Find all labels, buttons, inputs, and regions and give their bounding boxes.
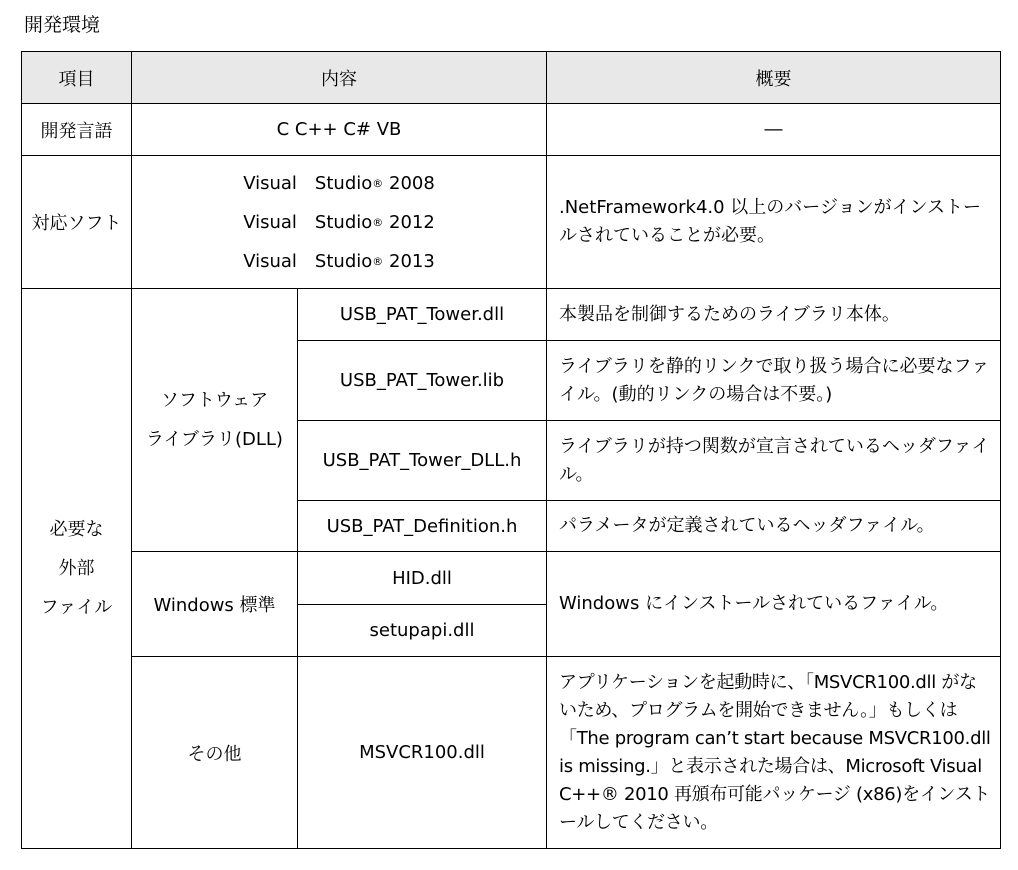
external-item: 必要な 外部 ファイル [22,289,132,849]
row-other [22,657,1001,849]
file-summary: ライブラリが持つ関数が宣言されているヘッダファイル。 [547,421,1001,501]
row-dll-1 [22,289,1001,341]
dev-lang-item: 開発言語 [22,104,132,156]
document-title: 開発環境 [24,14,101,36]
dll-group-label: ソフトウェア ライブラリ(DLL) [132,289,298,552]
file-name: HID.dll [298,552,547,605]
row-windows-1 [22,552,1001,605]
file-summary: パラメータが定義されているヘッダファイル。 [547,501,1001,552]
header-summary: 概要 [547,52,1001,104]
environment-table [21,51,1001,849]
header-content: 内容 [132,52,547,104]
software-item: 対応ソフト [22,156,132,289]
row-software [22,156,1001,289]
software-version-line: Visual Studio® 2008 [243,172,435,194]
dev-lang-content: C C++ C# VB [132,104,547,156]
file-name: USB_PAT_Tower_DLL.h [298,421,547,501]
file-name: USB_PAT_Tower.dll [298,289,547,341]
software-version-line: Visual Studio® 2013 [243,250,435,272]
header-row [22,52,1001,104]
file-name: setupapi.dll [298,605,547,657]
software-version-line: Visual Studio® 2012 [243,211,435,233]
file-name: MSVCR100.dll [298,657,547,849]
dev-lang-summary: ― [547,104,1001,156]
other-summary: アプリケーションを起動時に、「MSVCR100.dll がないため、プログラムを開始できません。」もしくは「The program can’t start because MSVCR100.dll is missing.」と表示された場合は、Microsoft Visual C++® 2010 再頒布可能パッケージ (x86)をインストールしてください。 [547,657,1001,849]
windows-summary: Windows にインストールされているファイル。 [547,552,1001,657]
file-name: USB_PAT_Tower.lib [298,341,547,421]
software-versions [132,156,547,289]
software-summary: .NetFramework4.0 以上のバージョンがインストールされていることが必要。 [547,156,1001,289]
header-item: 項目 [22,52,132,104]
row-dev-lang [22,104,1001,156]
file-summary: ライブラリを静的リンクで取り扱う場合に必要なファイル。(動的リンクの場合は不要。) [547,341,1001,421]
file-summary: 本製品を制御するためのライブラリ本体。 [547,289,1001,341]
file-name: USB_PAT_Definition.h [298,501,547,552]
windows-group-label: Windows 標準 [132,552,298,657]
other-group-label: その他 [132,657,298,849]
